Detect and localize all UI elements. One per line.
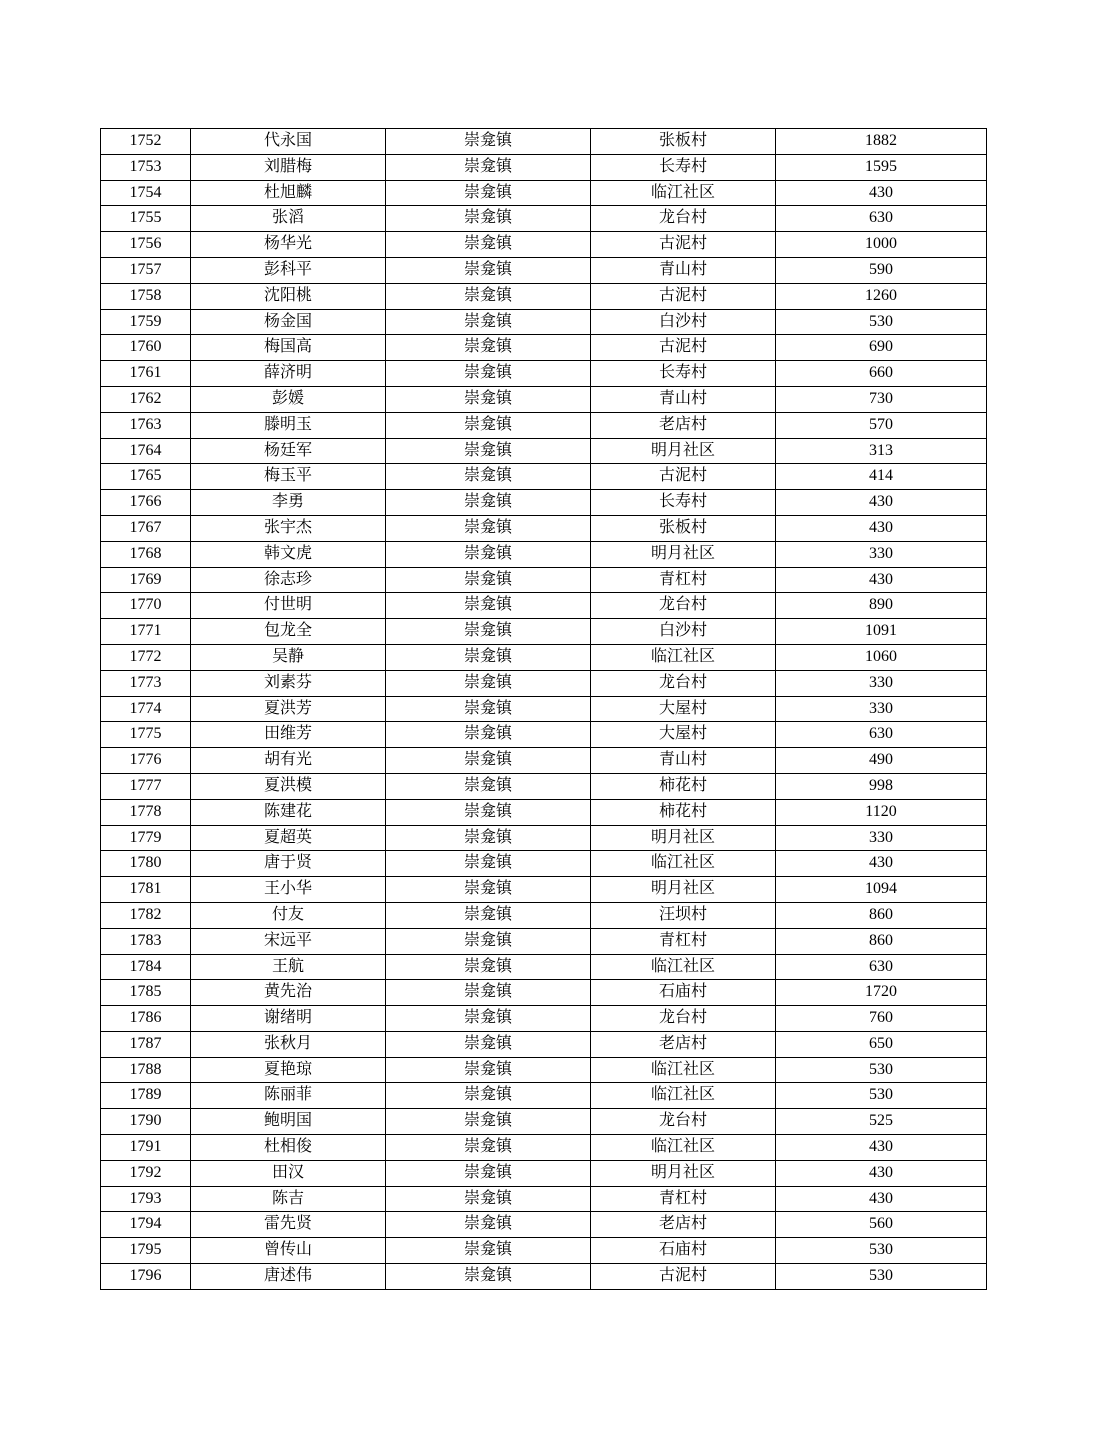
- cell-person-name: 夏洪芳: [191, 696, 386, 722]
- cell-person-name: 包龙全: [191, 619, 386, 645]
- cell-row-id: 1780: [101, 851, 191, 877]
- cell-town: 崇龛镇: [386, 748, 591, 774]
- cell-village: 临江社区: [591, 954, 776, 980]
- cell-town: 崇龛镇: [386, 722, 591, 748]
- cell-amount: 1060: [776, 644, 987, 670]
- cell-person-name: 胡有光: [191, 748, 386, 774]
- cell-village: 青山村: [591, 386, 776, 412]
- table-row: [101, 1186, 987, 1212]
- cell-town: 崇龛镇: [386, 825, 591, 851]
- cell-village: 古泥村: [591, 464, 776, 490]
- table-row: [101, 696, 987, 722]
- cell-town: 崇龛镇: [386, 1057, 591, 1083]
- cell-town: 崇龛镇: [386, 464, 591, 490]
- cell-village: 青山村: [591, 748, 776, 774]
- cell-town: 崇龛镇: [386, 541, 591, 567]
- cell-amount: 570: [776, 412, 987, 438]
- cell-amount: 430: [776, 1135, 987, 1161]
- cell-person-name: 陈建花: [191, 799, 386, 825]
- cell-person-name: 杜旭麟: [191, 180, 386, 206]
- cell-row-id: 1784: [101, 954, 191, 980]
- cell-amount: 998: [776, 773, 987, 799]
- roster-table: [100, 128, 987, 1290]
- table-row: [101, 490, 987, 516]
- cell-person-name: 陈吉: [191, 1186, 386, 1212]
- cell-amount: 1260: [776, 283, 987, 309]
- cell-person-name: 王航: [191, 954, 386, 980]
- cell-village: 汪坝村: [591, 902, 776, 928]
- cell-village: 张板村: [591, 129, 776, 155]
- cell-village: 老店村: [591, 412, 776, 438]
- cell-row-id: 1795: [101, 1238, 191, 1264]
- cell-row-id: 1777: [101, 773, 191, 799]
- cell-amount: 330: [776, 825, 987, 851]
- cell-village: 临江社区: [591, 1057, 776, 1083]
- cell-town: 崇龛镇: [386, 335, 591, 361]
- cell-village: 明月社区: [591, 877, 776, 903]
- cell-village: 柿花村: [591, 799, 776, 825]
- cell-row-id: 1759: [101, 309, 191, 335]
- cell-town: 崇龛镇: [386, 232, 591, 258]
- cell-village: 石庙村: [591, 980, 776, 1006]
- table-row: [101, 412, 987, 438]
- cell-village: 龙台村: [591, 1109, 776, 1135]
- cell-town: 崇龛镇: [386, 438, 591, 464]
- table-row: [101, 283, 987, 309]
- cell-village: 古泥村: [591, 283, 776, 309]
- table-row: [101, 541, 987, 567]
- cell-amount: 430: [776, 180, 987, 206]
- cell-row-id: 1769: [101, 567, 191, 593]
- table-row: [101, 593, 987, 619]
- table-row: [101, 902, 987, 928]
- cell-town: 崇龛镇: [386, 670, 591, 696]
- table-row: [101, 206, 987, 232]
- cell-row-id: 1767: [101, 515, 191, 541]
- cell-town: 崇龛镇: [386, 799, 591, 825]
- cell-town: 崇龛镇: [386, 129, 591, 155]
- cell-row-id: 1794: [101, 1212, 191, 1238]
- cell-village: 明月社区: [591, 438, 776, 464]
- cell-amount: 1000: [776, 232, 987, 258]
- cell-village: 临江社区: [591, 851, 776, 877]
- table-row: [101, 773, 987, 799]
- cell-row-id: 1754: [101, 180, 191, 206]
- cell-row-id: 1790: [101, 1109, 191, 1135]
- cell-village: 大屋村: [591, 722, 776, 748]
- cell-row-id: 1762: [101, 386, 191, 412]
- cell-village: 龙台村: [591, 670, 776, 696]
- table-row: [101, 722, 987, 748]
- cell-row-id: 1757: [101, 257, 191, 283]
- cell-person-name: 杨金国: [191, 309, 386, 335]
- cell-amount: 890: [776, 593, 987, 619]
- cell-row-id: 1756: [101, 232, 191, 258]
- cell-town: 崇龛镇: [386, 515, 591, 541]
- cell-person-name: 刘腊梅: [191, 154, 386, 180]
- cell-amount: 630: [776, 206, 987, 232]
- cell-amount: 330: [776, 541, 987, 567]
- cell-amount: 430: [776, 851, 987, 877]
- table-row: [101, 670, 987, 696]
- table-row: [101, 309, 987, 335]
- cell-person-name: 付友: [191, 902, 386, 928]
- cell-village: 白沙村: [591, 309, 776, 335]
- cell-village: 明月社区: [591, 1160, 776, 1186]
- cell-village: 石庙村: [591, 1238, 776, 1264]
- cell-village: 柿花村: [591, 773, 776, 799]
- cell-row-id: 1768: [101, 541, 191, 567]
- cell-town: 崇龛镇: [386, 361, 591, 387]
- table-row: [101, 1160, 987, 1186]
- table-row: [101, 799, 987, 825]
- table-row: [101, 361, 987, 387]
- cell-person-name: 田维芳: [191, 722, 386, 748]
- cell-amount: 525: [776, 1109, 987, 1135]
- cell-village: 白沙村: [591, 619, 776, 645]
- table-row: [101, 877, 987, 903]
- cell-town: 崇龛镇: [386, 954, 591, 980]
- cell-person-name: 彭媛: [191, 386, 386, 412]
- cell-village: 长寿村: [591, 154, 776, 180]
- cell-row-id: 1764: [101, 438, 191, 464]
- cell-amount: 430: [776, 1160, 987, 1186]
- cell-town: 崇龛镇: [386, 593, 591, 619]
- cell-row-id: 1772: [101, 644, 191, 670]
- cell-town: 崇龛镇: [386, 412, 591, 438]
- table-row: [101, 515, 987, 541]
- cell-row-id: 1752: [101, 129, 191, 155]
- cell-person-name: 田汉: [191, 1160, 386, 1186]
- cell-amount: 313: [776, 438, 987, 464]
- cell-person-name: 杨华光: [191, 232, 386, 258]
- table-row: [101, 954, 987, 980]
- cell-person-name: 张宇杰: [191, 515, 386, 541]
- cell-town: 崇龛镇: [386, 619, 591, 645]
- table-row: [101, 619, 987, 645]
- cell-amount: 1595: [776, 154, 987, 180]
- cell-town: 崇龛镇: [386, 283, 591, 309]
- cell-town: 崇龛镇: [386, 1135, 591, 1161]
- cell-amount: 530: [776, 309, 987, 335]
- cell-person-name: 鲍明国: [191, 1109, 386, 1135]
- cell-person-name: 夏洪模: [191, 773, 386, 799]
- table-row: [101, 1135, 987, 1161]
- table-row: [101, 1109, 987, 1135]
- cell-amount: 530: [776, 1264, 987, 1290]
- cell-amount: 430: [776, 1186, 987, 1212]
- cell-town: 崇龛镇: [386, 877, 591, 903]
- cell-amount: 1720: [776, 980, 987, 1006]
- cell-row-id: 1761: [101, 361, 191, 387]
- cell-row-id: 1766: [101, 490, 191, 516]
- cell-person-name: 唐述伟: [191, 1264, 386, 1290]
- table-row: [101, 644, 987, 670]
- cell-town: 崇龛镇: [386, 567, 591, 593]
- cell-row-id: 1755: [101, 206, 191, 232]
- cell-village: 古泥村: [591, 232, 776, 258]
- table-row: [101, 980, 987, 1006]
- cell-person-name: 陈丽菲: [191, 1083, 386, 1109]
- cell-person-name: 谢绪明: [191, 1006, 386, 1032]
- table-row: [101, 129, 987, 155]
- cell-amount: 1094: [776, 877, 987, 903]
- cell-row-id: 1760: [101, 335, 191, 361]
- cell-person-name: 杨廷军: [191, 438, 386, 464]
- cell-village: 青山村: [591, 257, 776, 283]
- table-row: [101, 335, 987, 361]
- table-row: [101, 1264, 987, 1290]
- table-row: [101, 464, 987, 490]
- cell-town: 崇龛镇: [386, 1238, 591, 1264]
- cell-town: 崇龛镇: [386, 180, 591, 206]
- cell-person-name: 滕明玉: [191, 412, 386, 438]
- cell-person-name: 杜相俊: [191, 1135, 386, 1161]
- cell-amount: 630: [776, 954, 987, 980]
- cell-person-name: 雷先贤: [191, 1212, 386, 1238]
- cell-amount: 730: [776, 386, 987, 412]
- cell-amount: 430: [776, 490, 987, 516]
- cell-row-id: 1785: [101, 980, 191, 1006]
- cell-village: 张板村: [591, 515, 776, 541]
- table-row: [101, 1031, 987, 1057]
- table-row: [101, 1006, 987, 1032]
- table-row: [101, 386, 987, 412]
- cell-amount: 1120: [776, 799, 987, 825]
- cell-person-name: 李勇: [191, 490, 386, 516]
- cell-amount: 690: [776, 335, 987, 361]
- cell-row-id: 1792: [101, 1160, 191, 1186]
- cell-town: 崇龛镇: [386, 1031, 591, 1057]
- cell-person-name: 梅国高: [191, 335, 386, 361]
- cell-person-name: 黄先治: [191, 980, 386, 1006]
- cell-amount: 330: [776, 696, 987, 722]
- cell-village: 临江社区: [591, 180, 776, 206]
- cell-town: 崇龛镇: [386, 1264, 591, 1290]
- cell-amount: 530: [776, 1083, 987, 1109]
- cell-amount: 660: [776, 361, 987, 387]
- cell-row-id: 1793: [101, 1186, 191, 1212]
- cell-village: 老店村: [591, 1031, 776, 1057]
- cell-person-name: 王小华: [191, 877, 386, 903]
- cell-person-name: 韩文虎: [191, 541, 386, 567]
- table-row: [101, 567, 987, 593]
- cell-town: 崇龛镇: [386, 1083, 591, 1109]
- cell-town: 崇龛镇: [386, 386, 591, 412]
- cell-town: 崇龛镇: [386, 206, 591, 232]
- cell-village: 临江社区: [591, 1083, 776, 1109]
- cell-village: 长寿村: [591, 490, 776, 516]
- table-row: [101, 851, 987, 877]
- cell-amount: 860: [776, 902, 987, 928]
- table-row: [101, 928, 987, 954]
- cell-town: 崇龛镇: [386, 644, 591, 670]
- cell-village: 龙台村: [591, 206, 776, 232]
- cell-person-name: 夏艳琼: [191, 1057, 386, 1083]
- cell-town: 崇龛镇: [386, 1212, 591, 1238]
- cell-village: 明月社区: [591, 825, 776, 851]
- cell-amount: 630: [776, 722, 987, 748]
- cell-row-id: 1773: [101, 670, 191, 696]
- cell-amount: 860: [776, 928, 987, 954]
- cell-town: 崇龛镇: [386, 257, 591, 283]
- cell-amount: 560: [776, 1212, 987, 1238]
- cell-town: 崇龛镇: [386, 309, 591, 335]
- cell-person-name: 彭科平: [191, 257, 386, 283]
- cell-row-id: 1763: [101, 412, 191, 438]
- cell-person-name: 张滔: [191, 206, 386, 232]
- cell-town: 崇龛镇: [386, 928, 591, 954]
- cell-amount: 430: [776, 515, 987, 541]
- cell-person-name: 曾传山: [191, 1238, 386, 1264]
- cell-amount: 1091: [776, 619, 987, 645]
- cell-row-id: 1783: [101, 928, 191, 954]
- cell-town: 崇龛镇: [386, 773, 591, 799]
- table-row: [101, 1057, 987, 1083]
- cell-amount: 430: [776, 567, 987, 593]
- roster-table-body: [101, 129, 987, 1290]
- cell-row-id: 1771: [101, 619, 191, 645]
- cell-row-id: 1781: [101, 877, 191, 903]
- cell-village: 长寿村: [591, 361, 776, 387]
- cell-person-name: 徐志珍: [191, 567, 386, 593]
- cell-village: 青杠村: [591, 928, 776, 954]
- cell-person-name: 唐于贤: [191, 851, 386, 877]
- cell-town: 崇龛镇: [386, 902, 591, 928]
- cell-town: 崇龛镇: [386, 1160, 591, 1186]
- cell-amount: 1882: [776, 129, 987, 155]
- table-row: [101, 748, 987, 774]
- cell-person-name: 吴静: [191, 644, 386, 670]
- cell-town: 崇龛镇: [386, 1006, 591, 1032]
- cell-village: 临江社区: [591, 1135, 776, 1161]
- cell-row-id: 1787: [101, 1031, 191, 1057]
- table-row: [101, 825, 987, 851]
- table-row: [101, 1238, 987, 1264]
- cell-village: 青杠村: [591, 567, 776, 593]
- cell-row-id: 1770: [101, 593, 191, 619]
- table-row: [101, 180, 987, 206]
- cell-row-id: 1775: [101, 722, 191, 748]
- cell-village: 古泥村: [591, 335, 776, 361]
- cell-person-name: 薛济明: [191, 361, 386, 387]
- cell-amount: 530: [776, 1057, 987, 1083]
- cell-person-name: 付世明: [191, 593, 386, 619]
- cell-person-name: 代永国: [191, 129, 386, 155]
- cell-row-id: 1796: [101, 1264, 191, 1290]
- cell-town: 崇龛镇: [386, 1186, 591, 1212]
- cell-village: 大屋村: [591, 696, 776, 722]
- cell-person-name: 夏超英: [191, 825, 386, 851]
- cell-village: 老店村: [591, 1212, 776, 1238]
- cell-row-id: 1782: [101, 902, 191, 928]
- cell-village: 临江社区: [591, 644, 776, 670]
- cell-amount: 414: [776, 464, 987, 490]
- cell-person-name: 宋远平: [191, 928, 386, 954]
- cell-town: 崇龛镇: [386, 980, 591, 1006]
- cell-town: 崇龛镇: [386, 1109, 591, 1135]
- table-row: [101, 154, 987, 180]
- table-row: [101, 1083, 987, 1109]
- table-row: [101, 257, 987, 283]
- cell-row-id: 1789: [101, 1083, 191, 1109]
- cell-amount: 330: [776, 670, 987, 696]
- cell-town: 崇龛镇: [386, 154, 591, 180]
- cell-village: 古泥村: [591, 1264, 776, 1290]
- cell-row-id: 1791: [101, 1135, 191, 1161]
- cell-amount: 760: [776, 1006, 987, 1032]
- cell-village: 龙台村: [591, 593, 776, 619]
- cell-town: 崇龛镇: [386, 696, 591, 722]
- table-row: [101, 1212, 987, 1238]
- cell-row-id: 1788: [101, 1057, 191, 1083]
- cell-amount: 650: [776, 1031, 987, 1057]
- cell-row-id: 1753: [101, 154, 191, 180]
- cell-row-id: 1778: [101, 799, 191, 825]
- cell-village: 龙台村: [591, 1006, 776, 1032]
- cell-row-id: 1765: [101, 464, 191, 490]
- cell-person-name: 沈阳桃: [191, 283, 386, 309]
- cell-village: 青杠村: [591, 1186, 776, 1212]
- cell-amount: 590: [776, 257, 987, 283]
- cell-row-id: 1786: [101, 1006, 191, 1032]
- cell-amount: 490: [776, 748, 987, 774]
- cell-town: 崇龛镇: [386, 490, 591, 516]
- cell-person-name: 刘素芬: [191, 670, 386, 696]
- cell-row-id: 1776: [101, 748, 191, 774]
- cell-amount: 530: [776, 1238, 987, 1264]
- cell-person-name: 张秋月: [191, 1031, 386, 1057]
- cell-person-name: 梅玉平: [191, 464, 386, 490]
- cell-town: 崇龛镇: [386, 851, 591, 877]
- cell-village: 明月社区: [591, 541, 776, 567]
- cell-row-id: 1779: [101, 825, 191, 851]
- table-row: [101, 232, 987, 258]
- table-row: [101, 438, 987, 464]
- cell-row-id: 1758: [101, 283, 191, 309]
- cell-row-id: 1774: [101, 696, 191, 722]
